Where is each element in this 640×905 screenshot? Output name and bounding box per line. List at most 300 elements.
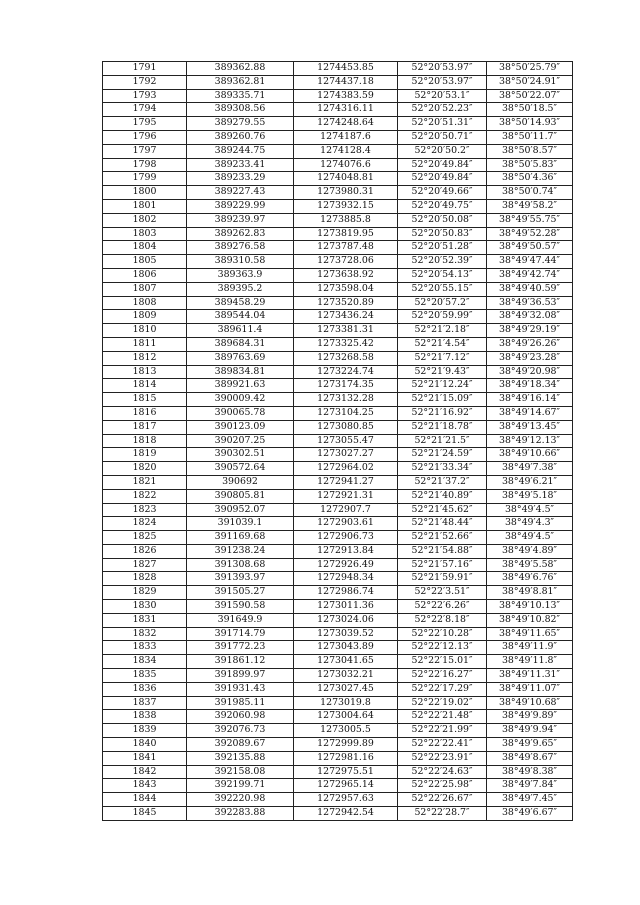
longitude-cell: 38°49′50.57″ bbox=[487, 241, 573, 255]
table-row bbox=[103, 517, 573, 531]
y-coordinate-cell: 1272986.74 bbox=[294, 586, 398, 600]
x-coordinate-cell: 391393.97 bbox=[187, 572, 294, 586]
latitude-cell: 52°22′8.18″ bbox=[398, 613, 487, 627]
latitude-cell: 52°22′16.27″ bbox=[398, 669, 487, 683]
table-row bbox=[103, 765, 573, 779]
table-row bbox=[103, 738, 573, 752]
x-coordinate-cell: 390692 bbox=[187, 475, 294, 489]
point-number-cell: 1823 bbox=[103, 503, 187, 517]
latitude-cell: 52°21′54.88″ bbox=[398, 544, 487, 558]
point-number-cell: 1805 bbox=[103, 255, 187, 269]
y-coordinate-cell: 1274383.59 bbox=[294, 89, 398, 103]
point-number-cell: 1791 bbox=[103, 62, 187, 76]
x-coordinate-cell: 392076.73 bbox=[187, 724, 294, 738]
table-row bbox=[103, 351, 573, 365]
x-coordinate-cell: 389362.88 bbox=[187, 62, 294, 76]
longitude-cell: 38°49′11.07″ bbox=[487, 682, 573, 696]
y-coordinate-cell: 1272999.89 bbox=[294, 738, 398, 752]
longitude-cell: 38°49′4.5″ bbox=[487, 531, 573, 545]
point-number-cell: 1831 bbox=[103, 613, 187, 627]
point-number-cell: 1814 bbox=[103, 379, 187, 393]
x-coordinate-cell: 390009.42 bbox=[187, 393, 294, 407]
x-coordinate-cell: 389233.29 bbox=[187, 172, 294, 186]
latitude-cell: 52°21′59.91″ bbox=[398, 572, 487, 586]
y-coordinate-cell: 1273005.5 bbox=[294, 724, 398, 738]
latitude-cell: 52°21′4.54″ bbox=[398, 337, 487, 351]
point-number-cell: 1845 bbox=[103, 807, 187, 821]
point-number-cell: 1836 bbox=[103, 682, 187, 696]
point-number-cell: 1796 bbox=[103, 130, 187, 144]
y-coordinate-cell: 1272941.27 bbox=[294, 475, 398, 489]
x-coordinate-cell: 389262.83 bbox=[187, 227, 294, 241]
latitude-cell: 52°20′49.84″ bbox=[398, 158, 487, 172]
y-coordinate-cell: 1274316.11 bbox=[294, 103, 398, 117]
x-coordinate-cell: 389363.9 bbox=[187, 268, 294, 282]
table-row bbox=[103, 682, 573, 696]
longitude-cell: 38°49′5.58″ bbox=[487, 558, 573, 572]
point-number-cell: 1832 bbox=[103, 627, 187, 641]
table-row bbox=[103, 241, 573, 255]
x-coordinate-cell: 391714.79 bbox=[187, 627, 294, 641]
latitude-cell: 52°20′51.28″ bbox=[398, 241, 487, 255]
table-row bbox=[103, 379, 573, 393]
y-coordinate-cell: 1273819.95 bbox=[294, 227, 398, 241]
latitude-cell: 52°21′16.92″ bbox=[398, 406, 487, 420]
point-number-cell: 1835 bbox=[103, 669, 187, 683]
longitude-cell: 38°49′40.59″ bbox=[487, 282, 573, 296]
table-row bbox=[103, 613, 573, 627]
point-number-cell: 1826 bbox=[103, 544, 187, 558]
x-coordinate-cell: 392220.98 bbox=[187, 793, 294, 807]
table-row bbox=[103, 337, 573, 351]
x-coordinate-cell: 389276.58 bbox=[187, 241, 294, 255]
y-coordinate-cell: 1273039.52 bbox=[294, 627, 398, 641]
x-coordinate-cell: 392135.88 bbox=[187, 751, 294, 765]
longitude-cell: 38°49′6.21″ bbox=[487, 475, 573, 489]
point-number-cell: 1799 bbox=[103, 172, 187, 186]
y-coordinate-cell: 1274453.85 bbox=[294, 62, 398, 76]
longitude-cell: 38°49′14.67″ bbox=[487, 406, 573, 420]
y-coordinate-cell: 1274248.64 bbox=[294, 117, 398, 131]
y-coordinate-cell: 1273024.06 bbox=[294, 613, 398, 627]
point-number-cell: 1841 bbox=[103, 751, 187, 765]
longitude-cell: 38°49′5.18″ bbox=[487, 489, 573, 503]
x-coordinate-cell: 390572.64 bbox=[187, 462, 294, 476]
x-coordinate-cell: 389233.41 bbox=[187, 158, 294, 172]
x-coordinate-cell: 391899.97 bbox=[187, 669, 294, 683]
y-coordinate-cell: 1273027.45 bbox=[294, 682, 398, 696]
table-row bbox=[103, 89, 573, 103]
point-number-cell: 1833 bbox=[103, 641, 187, 655]
x-coordinate-cell: 389310.58 bbox=[187, 255, 294, 269]
longitude-cell: 38°49′4.3″ bbox=[487, 517, 573, 531]
point-number-cell: 1794 bbox=[103, 103, 187, 117]
y-coordinate-cell: 1272926.49 bbox=[294, 558, 398, 572]
y-coordinate-cell: 1273268.58 bbox=[294, 351, 398, 365]
longitude-cell: 38°49′10.68″ bbox=[487, 696, 573, 710]
longitude-cell: 38°49′32.08″ bbox=[487, 310, 573, 324]
longitude-cell: 38°49′8.81″ bbox=[487, 586, 573, 600]
y-coordinate-cell: 1273598.04 bbox=[294, 282, 398, 296]
point-number-cell: 1827 bbox=[103, 558, 187, 572]
table-row bbox=[103, 75, 573, 89]
longitude-cell: 38°50′18.5″ bbox=[487, 103, 573, 117]
table-row bbox=[103, 199, 573, 213]
y-coordinate-cell: 1274076.6 bbox=[294, 158, 398, 172]
x-coordinate-cell: 391861.12 bbox=[187, 655, 294, 669]
x-coordinate-cell: 389227.43 bbox=[187, 186, 294, 200]
longitude-cell: 38°49′47.44″ bbox=[487, 255, 573, 269]
y-coordinate-cell: 1273019.8 bbox=[294, 696, 398, 710]
coordinates-table bbox=[102, 61, 573, 821]
latitude-cell: 52°22′3.51″ bbox=[398, 586, 487, 600]
longitude-cell: 38°50′4.36″ bbox=[487, 172, 573, 186]
longitude-cell: 38°50′11.7″ bbox=[487, 130, 573, 144]
latitude-cell: 52°21′45.62″ bbox=[398, 503, 487, 517]
point-number-cell: 1797 bbox=[103, 144, 187, 158]
latitude-cell: 52°20′50.2″ bbox=[398, 144, 487, 158]
y-coordinate-cell: 1273043.89 bbox=[294, 641, 398, 655]
table-row bbox=[103, 627, 573, 641]
table-row bbox=[103, 462, 573, 476]
table-row bbox=[103, 558, 573, 572]
y-coordinate-cell: 1273436.24 bbox=[294, 310, 398, 324]
point-number-cell: 1801 bbox=[103, 199, 187, 213]
longitude-cell: 38°49′10.66″ bbox=[487, 448, 573, 462]
y-coordinate-cell: 1272957.63 bbox=[294, 793, 398, 807]
point-number-cell: 1840 bbox=[103, 738, 187, 752]
x-coordinate-cell: 389458.29 bbox=[187, 296, 294, 310]
point-number-cell: 1800 bbox=[103, 186, 187, 200]
latitude-cell: 52°22′28.7″ bbox=[398, 807, 487, 821]
x-coordinate-cell: 391169.68 bbox=[187, 531, 294, 545]
longitude-cell: 38°49′18.34″ bbox=[487, 379, 573, 393]
point-number-cell: 1802 bbox=[103, 213, 187, 227]
table-row bbox=[103, 172, 573, 186]
y-coordinate-cell: 1274128.4 bbox=[294, 144, 398, 158]
table-row bbox=[103, 310, 573, 324]
point-number-cell: 1843 bbox=[103, 779, 187, 793]
longitude-cell: 38°49′4.89″ bbox=[487, 544, 573, 558]
point-number-cell: 1812 bbox=[103, 351, 187, 365]
table-row bbox=[103, 268, 573, 282]
table-row bbox=[103, 807, 573, 821]
point-number-cell: 1822 bbox=[103, 489, 187, 503]
y-coordinate-cell: 1273728.06 bbox=[294, 255, 398, 269]
table-row bbox=[103, 793, 573, 807]
x-coordinate-cell: 391772.23 bbox=[187, 641, 294, 655]
table-row bbox=[103, 282, 573, 296]
latitude-cell: 52°21′9.43″ bbox=[398, 365, 487, 379]
point-number-cell: 1815 bbox=[103, 393, 187, 407]
latitude-cell: 52°22′15.01″ bbox=[398, 655, 487, 669]
y-coordinate-cell: 1273004.64 bbox=[294, 710, 398, 724]
latitude-cell: 52°21′18.78″ bbox=[398, 420, 487, 434]
x-coordinate-cell: 391308.68 bbox=[187, 558, 294, 572]
x-coordinate-cell: 392089.67 bbox=[187, 738, 294, 752]
y-coordinate-cell: 1273638.92 bbox=[294, 268, 398, 282]
point-number-cell: 1807 bbox=[103, 282, 187, 296]
longitude-cell: 38°49′6.67″ bbox=[487, 807, 573, 821]
table-row bbox=[103, 103, 573, 117]
latitude-cell: 52°21′40.89″ bbox=[398, 489, 487, 503]
longitude-cell: 38°49′8.38″ bbox=[487, 765, 573, 779]
longitude-cell: 38°49′11.9″ bbox=[487, 641, 573, 655]
x-coordinate-cell: 389834.81 bbox=[187, 365, 294, 379]
table-row bbox=[103, 751, 573, 765]
y-coordinate-cell: 1273132.28 bbox=[294, 393, 398, 407]
point-number-cell: 1818 bbox=[103, 434, 187, 448]
y-coordinate-cell: 1272913.84 bbox=[294, 544, 398, 558]
longitude-cell: 38°49′58.2″ bbox=[487, 199, 573, 213]
x-coordinate-cell: 389239.97 bbox=[187, 213, 294, 227]
latitude-cell: 52°22′26.67″ bbox=[398, 793, 487, 807]
x-coordinate-cell: 389544.04 bbox=[187, 310, 294, 324]
x-coordinate-cell: 390805.81 bbox=[187, 489, 294, 503]
table-row bbox=[103, 600, 573, 614]
y-coordinate-cell: 1273055.47 bbox=[294, 434, 398, 448]
latitude-cell: 52°20′49.75″ bbox=[398, 199, 487, 213]
table-row bbox=[103, 296, 573, 310]
point-number-cell: 1834 bbox=[103, 655, 187, 669]
latitude-cell: 52°22′22.41″ bbox=[398, 738, 487, 752]
latitude-cell: 52°21′33.34″ bbox=[398, 462, 487, 476]
point-number-cell: 1830 bbox=[103, 600, 187, 614]
x-coordinate-cell: 390302.51 bbox=[187, 448, 294, 462]
table-row bbox=[103, 544, 573, 558]
point-number-cell: 1806 bbox=[103, 268, 187, 282]
y-coordinate-cell: 1272964.02 bbox=[294, 462, 398, 476]
latitude-cell: 52°20′53.97″ bbox=[398, 62, 487, 76]
latitude-cell: 52°22′21.48″ bbox=[398, 710, 487, 724]
point-number-cell: 1829 bbox=[103, 586, 187, 600]
table-row bbox=[103, 586, 573, 600]
longitude-cell: 38°49′8.67″ bbox=[487, 751, 573, 765]
latitude-cell: 52°20′49.66″ bbox=[398, 186, 487, 200]
latitude-cell: 52°22′6.26″ bbox=[398, 600, 487, 614]
y-coordinate-cell: 1273011.36 bbox=[294, 600, 398, 614]
longitude-cell: 38°49′29.19″ bbox=[487, 324, 573, 338]
longitude-cell: 38°50′0.74″ bbox=[487, 186, 573, 200]
latitude-cell: 52°21′21.5″ bbox=[398, 434, 487, 448]
longitude-cell: 38°49′9.94″ bbox=[487, 724, 573, 738]
latitude-cell: 52°21′57.16″ bbox=[398, 558, 487, 572]
y-coordinate-cell: 1272906.73 bbox=[294, 531, 398, 545]
y-coordinate-cell: 1273041.65 bbox=[294, 655, 398, 669]
table-row bbox=[103, 227, 573, 241]
y-coordinate-cell: 1272981.16 bbox=[294, 751, 398, 765]
y-coordinate-cell: 1273325.42 bbox=[294, 337, 398, 351]
latitude-cell: 52°20′55.15″ bbox=[398, 282, 487, 296]
y-coordinate-cell: 1272907.7 bbox=[294, 503, 398, 517]
point-number-cell: 1798 bbox=[103, 158, 187, 172]
table-row bbox=[103, 186, 573, 200]
longitude-cell: 38°49′6.76″ bbox=[487, 572, 573, 586]
latitude-cell: 52°21′7.12″ bbox=[398, 351, 487, 365]
latitude-cell: 52°22′10.28″ bbox=[398, 627, 487, 641]
longitude-cell: 38°49′11.31″ bbox=[487, 669, 573, 683]
latitude-cell: 52°21′24.59″ bbox=[398, 448, 487, 462]
longitude-cell: 38°49′13.45″ bbox=[487, 420, 573, 434]
longitude-cell: 38°49′7.84″ bbox=[487, 779, 573, 793]
longitude-cell: 38°49′20.98″ bbox=[487, 365, 573, 379]
point-number-cell: 1792 bbox=[103, 75, 187, 89]
y-coordinate-cell: 1273224.74 bbox=[294, 365, 398, 379]
table-row bbox=[103, 117, 573, 131]
point-number-cell: 1816 bbox=[103, 406, 187, 420]
point-number-cell: 1811 bbox=[103, 337, 187, 351]
x-coordinate-cell: 389763.69 bbox=[187, 351, 294, 365]
longitude-cell: 38°50′22.07″ bbox=[487, 89, 573, 103]
latitude-cell: 52°20′57.2″ bbox=[398, 296, 487, 310]
latitude-cell: 52°20′50.83″ bbox=[398, 227, 487, 241]
y-coordinate-cell: 1272975.51 bbox=[294, 765, 398, 779]
x-coordinate-cell: 390952.07 bbox=[187, 503, 294, 517]
y-coordinate-cell: 1273980.31 bbox=[294, 186, 398, 200]
x-coordinate-cell: 391931.43 bbox=[187, 682, 294, 696]
longitude-cell: 38°49′26.26″ bbox=[487, 337, 573, 351]
latitude-cell: 52°20′51.31″ bbox=[398, 117, 487, 131]
x-coordinate-cell: 390065.78 bbox=[187, 406, 294, 420]
y-coordinate-cell: 1273787.48 bbox=[294, 241, 398, 255]
x-coordinate-cell: 392199.71 bbox=[187, 779, 294, 793]
longitude-cell: 38°49′16.14″ bbox=[487, 393, 573, 407]
longitude-cell: 38°49′52.28″ bbox=[487, 227, 573, 241]
table-row bbox=[103, 475, 573, 489]
x-coordinate-cell: 390207.25 bbox=[187, 434, 294, 448]
x-coordinate-cell: 389921.63 bbox=[187, 379, 294, 393]
longitude-cell: 38°49′11.8″ bbox=[487, 655, 573, 669]
latitude-cell: 52°22′23.91″ bbox=[398, 751, 487, 765]
table-row bbox=[103, 158, 573, 172]
y-coordinate-cell: 1273104.25 bbox=[294, 406, 398, 420]
x-coordinate-cell: 390123.09 bbox=[187, 420, 294, 434]
table-row bbox=[103, 641, 573, 655]
x-coordinate-cell: 389335.71 bbox=[187, 89, 294, 103]
y-coordinate-cell: 1273932.15 bbox=[294, 199, 398, 213]
table-row bbox=[103, 434, 573, 448]
table-row bbox=[103, 669, 573, 683]
latitude-cell: 52°20′53.97″ bbox=[398, 75, 487, 89]
latitude-cell: 52°20′53.1″ bbox=[398, 89, 487, 103]
longitude-cell: 38°50′25.79″ bbox=[487, 62, 573, 76]
point-number-cell: 1842 bbox=[103, 765, 187, 779]
longitude-cell: 38°49′11.65″ bbox=[487, 627, 573, 641]
x-coordinate-cell: 389611.4 bbox=[187, 324, 294, 338]
x-coordinate-cell: 389279.55 bbox=[187, 117, 294, 131]
table-row bbox=[103, 710, 573, 724]
point-number-cell: 1821 bbox=[103, 475, 187, 489]
y-coordinate-cell: 1273381.31 bbox=[294, 324, 398, 338]
y-coordinate-cell: 1273520.89 bbox=[294, 296, 398, 310]
table-row bbox=[103, 213, 573, 227]
x-coordinate-cell: 391590.58 bbox=[187, 600, 294, 614]
x-coordinate-cell: 391985.11 bbox=[187, 696, 294, 710]
longitude-cell: 38°49′42.74″ bbox=[487, 268, 573, 282]
table-row bbox=[103, 393, 573, 407]
point-number-cell: 1803 bbox=[103, 227, 187, 241]
point-number-cell: 1838 bbox=[103, 710, 187, 724]
longitude-cell: 38°50′14.93″ bbox=[487, 117, 573, 131]
longitude-cell: 38°49′7.45″ bbox=[487, 793, 573, 807]
latitude-cell: 52°22′17.29″ bbox=[398, 682, 487, 696]
y-coordinate-cell: 1273174.35 bbox=[294, 379, 398, 393]
longitude-cell: 38°50′5.83″ bbox=[487, 158, 573, 172]
table-row bbox=[103, 503, 573, 517]
y-coordinate-cell: 1273032.21 bbox=[294, 669, 398, 683]
table-row bbox=[103, 365, 573, 379]
y-coordinate-cell: 1273885.8 bbox=[294, 213, 398, 227]
y-coordinate-cell: 1272903.61 bbox=[294, 517, 398, 531]
longitude-cell: 38°49′36.53″ bbox=[487, 296, 573, 310]
y-coordinate-cell: 1274048.81 bbox=[294, 172, 398, 186]
longitude-cell: 38°49′23.28″ bbox=[487, 351, 573, 365]
point-number-cell: 1820 bbox=[103, 462, 187, 476]
x-coordinate-cell: 392158.08 bbox=[187, 765, 294, 779]
point-number-cell: 1809 bbox=[103, 310, 187, 324]
table-row bbox=[103, 406, 573, 420]
y-coordinate-cell: 1273027.27 bbox=[294, 448, 398, 462]
y-coordinate-cell: 1272942.54 bbox=[294, 807, 398, 821]
latitude-cell: 52°21′12.24″ bbox=[398, 379, 487, 393]
x-coordinate-cell: 391649.9 bbox=[187, 613, 294, 627]
point-number-cell: 1828 bbox=[103, 572, 187, 586]
table-row bbox=[103, 489, 573, 503]
y-coordinate-cell: 1273080.85 bbox=[294, 420, 398, 434]
x-coordinate-cell: 389684.31 bbox=[187, 337, 294, 351]
table-row bbox=[103, 324, 573, 338]
table-row bbox=[103, 448, 573, 462]
point-number-cell: 1844 bbox=[103, 793, 187, 807]
table-row bbox=[103, 130, 573, 144]
latitude-cell: 52°20′59.99″ bbox=[398, 310, 487, 324]
coordinates-table-body bbox=[103, 62, 573, 821]
x-coordinate-cell: 392283.88 bbox=[187, 807, 294, 821]
latitude-cell: 52°20′50.08″ bbox=[398, 213, 487, 227]
longitude-cell: 38°49′10.82″ bbox=[487, 613, 573, 627]
latitude-cell: 52°22′21.99″ bbox=[398, 724, 487, 738]
latitude-cell: 52°22′25.98″ bbox=[398, 779, 487, 793]
point-number-cell: 1795 bbox=[103, 117, 187, 131]
point-number-cell: 1793 bbox=[103, 89, 187, 103]
table-row bbox=[103, 255, 573, 269]
longitude-cell: 38°49′9.65″ bbox=[487, 738, 573, 752]
point-number-cell: 1813 bbox=[103, 365, 187, 379]
longitude-cell: 38°49′55.75″ bbox=[487, 213, 573, 227]
point-number-cell: 1804 bbox=[103, 241, 187, 255]
latitude-cell: 52°20′52.23″ bbox=[398, 103, 487, 117]
point-number-cell: 1825 bbox=[103, 531, 187, 545]
point-number-cell: 1837 bbox=[103, 696, 187, 710]
table-row bbox=[103, 531, 573, 545]
point-number-cell: 1824 bbox=[103, 517, 187, 531]
latitude-cell: 52°20′54.13″ bbox=[398, 268, 487, 282]
point-number-cell: 1819 bbox=[103, 448, 187, 462]
longitude-cell: 38°49′12.13″ bbox=[487, 434, 573, 448]
longitude-cell: 38°49′7.38″ bbox=[487, 462, 573, 476]
latitude-cell: 52°21′48.44″ bbox=[398, 517, 487, 531]
latitude-cell: 52°22′12.13″ bbox=[398, 641, 487, 655]
x-coordinate-cell: 389260.76 bbox=[187, 130, 294, 144]
x-coordinate-cell: 391238.24 bbox=[187, 544, 294, 558]
table-row bbox=[103, 696, 573, 710]
table-row bbox=[103, 655, 573, 669]
x-coordinate-cell: 389244.75 bbox=[187, 144, 294, 158]
y-coordinate-cell: 1274187.6 bbox=[294, 130, 398, 144]
latitude-cell: 52°20′49.84″ bbox=[398, 172, 487, 186]
longitude-cell: 38°50′24.91″ bbox=[487, 75, 573, 89]
latitude-cell: 52°22′24.63″ bbox=[398, 765, 487, 779]
